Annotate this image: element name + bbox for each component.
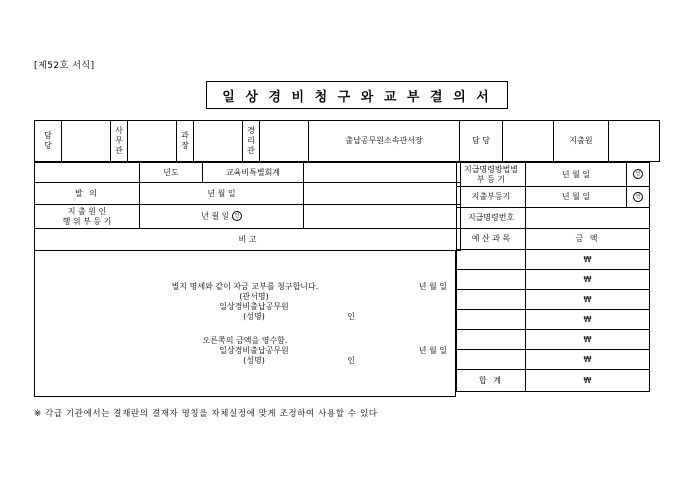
table-row: [457, 290, 650, 310]
total-amount[interactable]: ₩: [526, 370, 650, 392]
expense-extra[interactable]: [304, 205, 461, 229]
disbursement-register-label: 지출부등기: [457, 187, 526, 208]
account-label: 교육비특별회계: [203, 163, 304, 183]
approval-table: [34, 120, 660, 162]
request-line-4: (성명) 인: [243, 311, 355, 321]
table-row: [457, 208, 650, 229]
receipt-line-1: 오른쪽의 금액을 영수함.: [202, 335, 288, 345]
request-line-2: (관서명): [239, 291, 269, 301]
seal-mark-icon: 인: [633, 169, 643, 179]
table-row: [35, 183, 461, 205]
budget-subject-cell[interactable]: [457, 310, 526, 330]
form-number: [제52호 서식]: [34, 61, 95, 71]
table-row: [457, 250, 650, 270]
approval-cell-damdang: 담 당: [35, 121, 62, 162]
receipt-line-3: (성명) 인: [243, 355, 355, 365]
table-row: [457, 330, 650, 350]
approval-sign-gyeongrigwan[interactable]: [260, 121, 309, 162]
approval-sign-samugwan[interactable]: [128, 121, 177, 162]
year-label-cell: [35, 163, 140, 183]
expense-date[interactable]: 년 월 일 인: [140, 205, 304, 229]
table-row: [457, 187, 650, 208]
memo-spacer: [35, 322, 455, 336]
right-info-table: [456, 162, 650, 392]
approval-cell-agency-head: 출납공무원소속관서장: [309, 121, 460, 162]
approval-cell-disburser: 지출원: [554, 121, 609, 162]
approval-cell-gwajang: 과 장: [177, 121, 194, 162]
approval-cell-samugwan: 사 무 관: [111, 121, 128, 162]
budget-subject-header: 예 산 과 목: [457, 229, 526, 250]
memo-table: [34, 250, 456, 397]
budget-subject-cell[interactable]: [457, 330, 526, 350]
approval-sign-damdang[interactable]: [62, 121, 111, 162]
approval-sign-gwajang[interactable]: [194, 121, 243, 162]
amount-cell[interactable]: ₩: [526, 330, 650, 350]
approval-cell-charge: 담 당: [460, 121, 503, 162]
amount-cell[interactable]: ₩: [526, 310, 650, 330]
budget-subject-cell[interactable]: [457, 270, 526, 290]
approval-sign-charge[interactable]: [503, 121, 554, 162]
table-row: [35, 229, 461, 251]
approval-cell-gyeongrigwan: 경 리 관: [243, 121, 260, 162]
receipt-date: 년 월 일: [418, 345, 447, 355]
seal-mark-icon: 인: [633, 192, 643, 202]
request-seal: 인: [347, 311, 355, 321]
remark-label: 비 고: [35, 229, 461, 251]
table-row: [457, 229, 650, 250]
table-row: [457, 163, 650, 187]
budget-subject-cell[interactable]: [457, 250, 526, 270]
amount-cell[interactable]: ₩: [526, 250, 650, 270]
proposal-extra[interactable]: [304, 183, 461, 205]
table-row: [457, 350, 650, 370]
payment-order-method-seal: [627, 163, 650, 187]
table-row: [35, 163, 461, 183]
seal-mark-icon: 인: [232, 211, 242, 221]
memo-cell[interactable]: [35, 251, 456, 397]
request-line-3: 일상경비출납공무원: [219, 301, 289, 311]
expense-label: 지 출 원 인 행 위 부 등 기: [35, 205, 140, 229]
amount-header: 금 액: [526, 229, 650, 250]
amount-cell[interactable]: ₩: [526, 350, 650, 370]
amount-cell[interactable]: ₩: [526, 270, 650, 290]
account-value[interactable]: [304, 163, 461, 183]
total-label: 합 계: [457, 370, 526, 392]
footnote: ※ 각급 기관에서는 결재란의 결재자 명칭을 자체실정에 맞게 조정하여 사용할 수 있다: [34, 409, 378, 419]
year-label: 년도: [140, 163, 203, 183]
table-row: [457, 370, 650, 392]
receipt-line-2: 일상경비출납공무원 년 월 일: [219, 345, 447, 355]
payment-order-number-value[interactable]: [526, 208, 650, 229]
amount-cell[interactable]: ₩: [526, 290, 650, 310]
payment-order-number-label: 지급명령번호: [457, 208, 526, 229]
request-line-1: 별지 명세와 같이 자금 교부를 청구합니다. 년 월 일: [171, 281, 447, 291]
approval-sign-disburser[interactable]: [609, 121, 660, 162]
proposal-date[interactable]: 년 월 일: [140, 183, 304, 205]
payment-order-method-label: 지급명령방법별 부 등 기: [457, 163, 526, 187]
receipt-seal: 인: [347, 355, 355, 365]
disbursement-register-date[interactable]: 년 월 일: [526, 187, 627, 208]
budget-subject-cell[interactable]: [457, 350, 526, 370]
table-row: [457, 270, 650, 290]
left-info-table: [34, 162, 461, 251]
table-row: [35, 251, 456, 397]
page-title: 일 상 경 비 청 구 와 교 부 결 의 서: [222, 89, 492, 105]
proposal-label: 발 의: [35, 183, 140, 205]
document-title-box: [206, 81, 508, 109]
table-row: [35, 205, 461, 229]
table-row: [35, 121, 660, 162]
budget-subject-cell[interactable]: [457, 290, 526, 310]
table-row: [457, 310, 650, 330]
disbursement-register-seal: [627, 187, 650, 208]
payment-order-method-date[interactable]: 년 월 일: [526, 163, 627, 187]
request-date: 년 월 일: [418, 281, 447, 291]
